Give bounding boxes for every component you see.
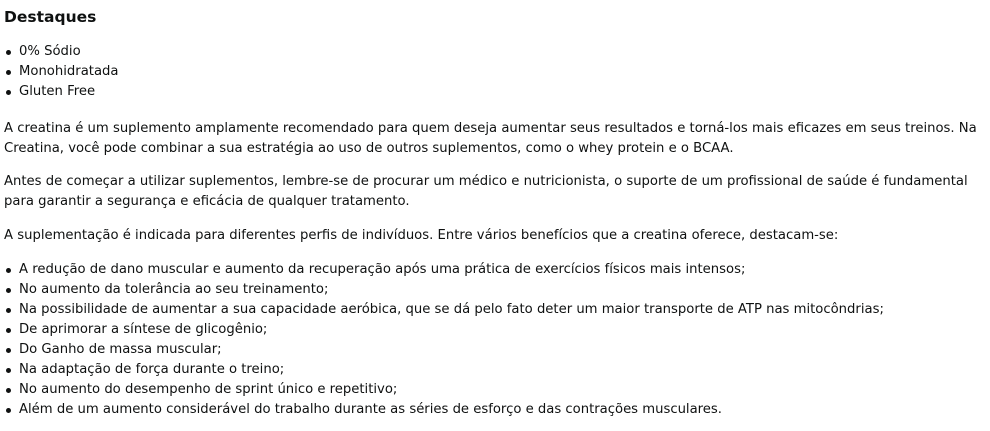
highlight-item: Gluten Free bbox=[19, 82, 986, 102]
highlight-item: Monohidratada bbox=[19, 62, 986, 82]
description-paragraph: A suplementação é indicada para diferentes perfis de indivíduos. Entre vários benefícios que a creatina oferece, destacam-se: bbox=[4, 228, 839, 243]
benefit-item: No aumento da tolerância ao seu treinamento; bbox=[19, 280, 986, 300]
highlight-item: 0% Sódio bbox=[19, 42, 986, 62]
highlights-list bbox=[4, 42, 986, 102]
benefit-item: Na possibilidade de aumentar a sua capacidade aeróbica, que se dá pelo fato deter um maior transporte de ATP nas mitocôndrias; bbox=[19, 300, 986, 320]
benefits-list bbox=[4, 260, 986, 420]
description-paragraph: A creatina é um suplemento amplamente recomendado para quem deseja aumentar seus resultados e torná-los mais eficazes em seus treinos. Na Creatina, você pode combinar a sua estratégia ao uso de outros suplementos, como o whey protein e o BCAA. bbox=[4, 121, 977, 156]
benefit-item: Do Ganho de massa muscular; bbox=[19, 340, 986, 360]
benefit-item: Além de um aumento considerável do trabalho durante as séries de esforço e das contrações musculares. bbox=[19, 400, 986, 420]
benefit-item: De aprimorar a síntese de glicogênio; bbox=[19, 320, 986, 340]
description-paragraph: Antes de começar a utilizar suplementos, lembre-se de procurar um médico e nutricionista, o suporte de um profissional de saúde é fundamental para garantir a segurança e eficácia de qualquer tratamento. bbox=[4, 174, 968, 209]
section-title: Destaques bbox=[4, 8, 97, 26]
benefit-item: Na adaptação de força durante o treino; bbox=[19, 360, 986, 380]
benefit-item: No aumento do desempenho de sprint único e repetitivo; bbox=[19, 380, 986, 400]
benefit-item: A redução de dano muscular e aumento da recuperação após uma prática de exercícios físicos mais intensos; bbox=[19, 260, 986, 280]
